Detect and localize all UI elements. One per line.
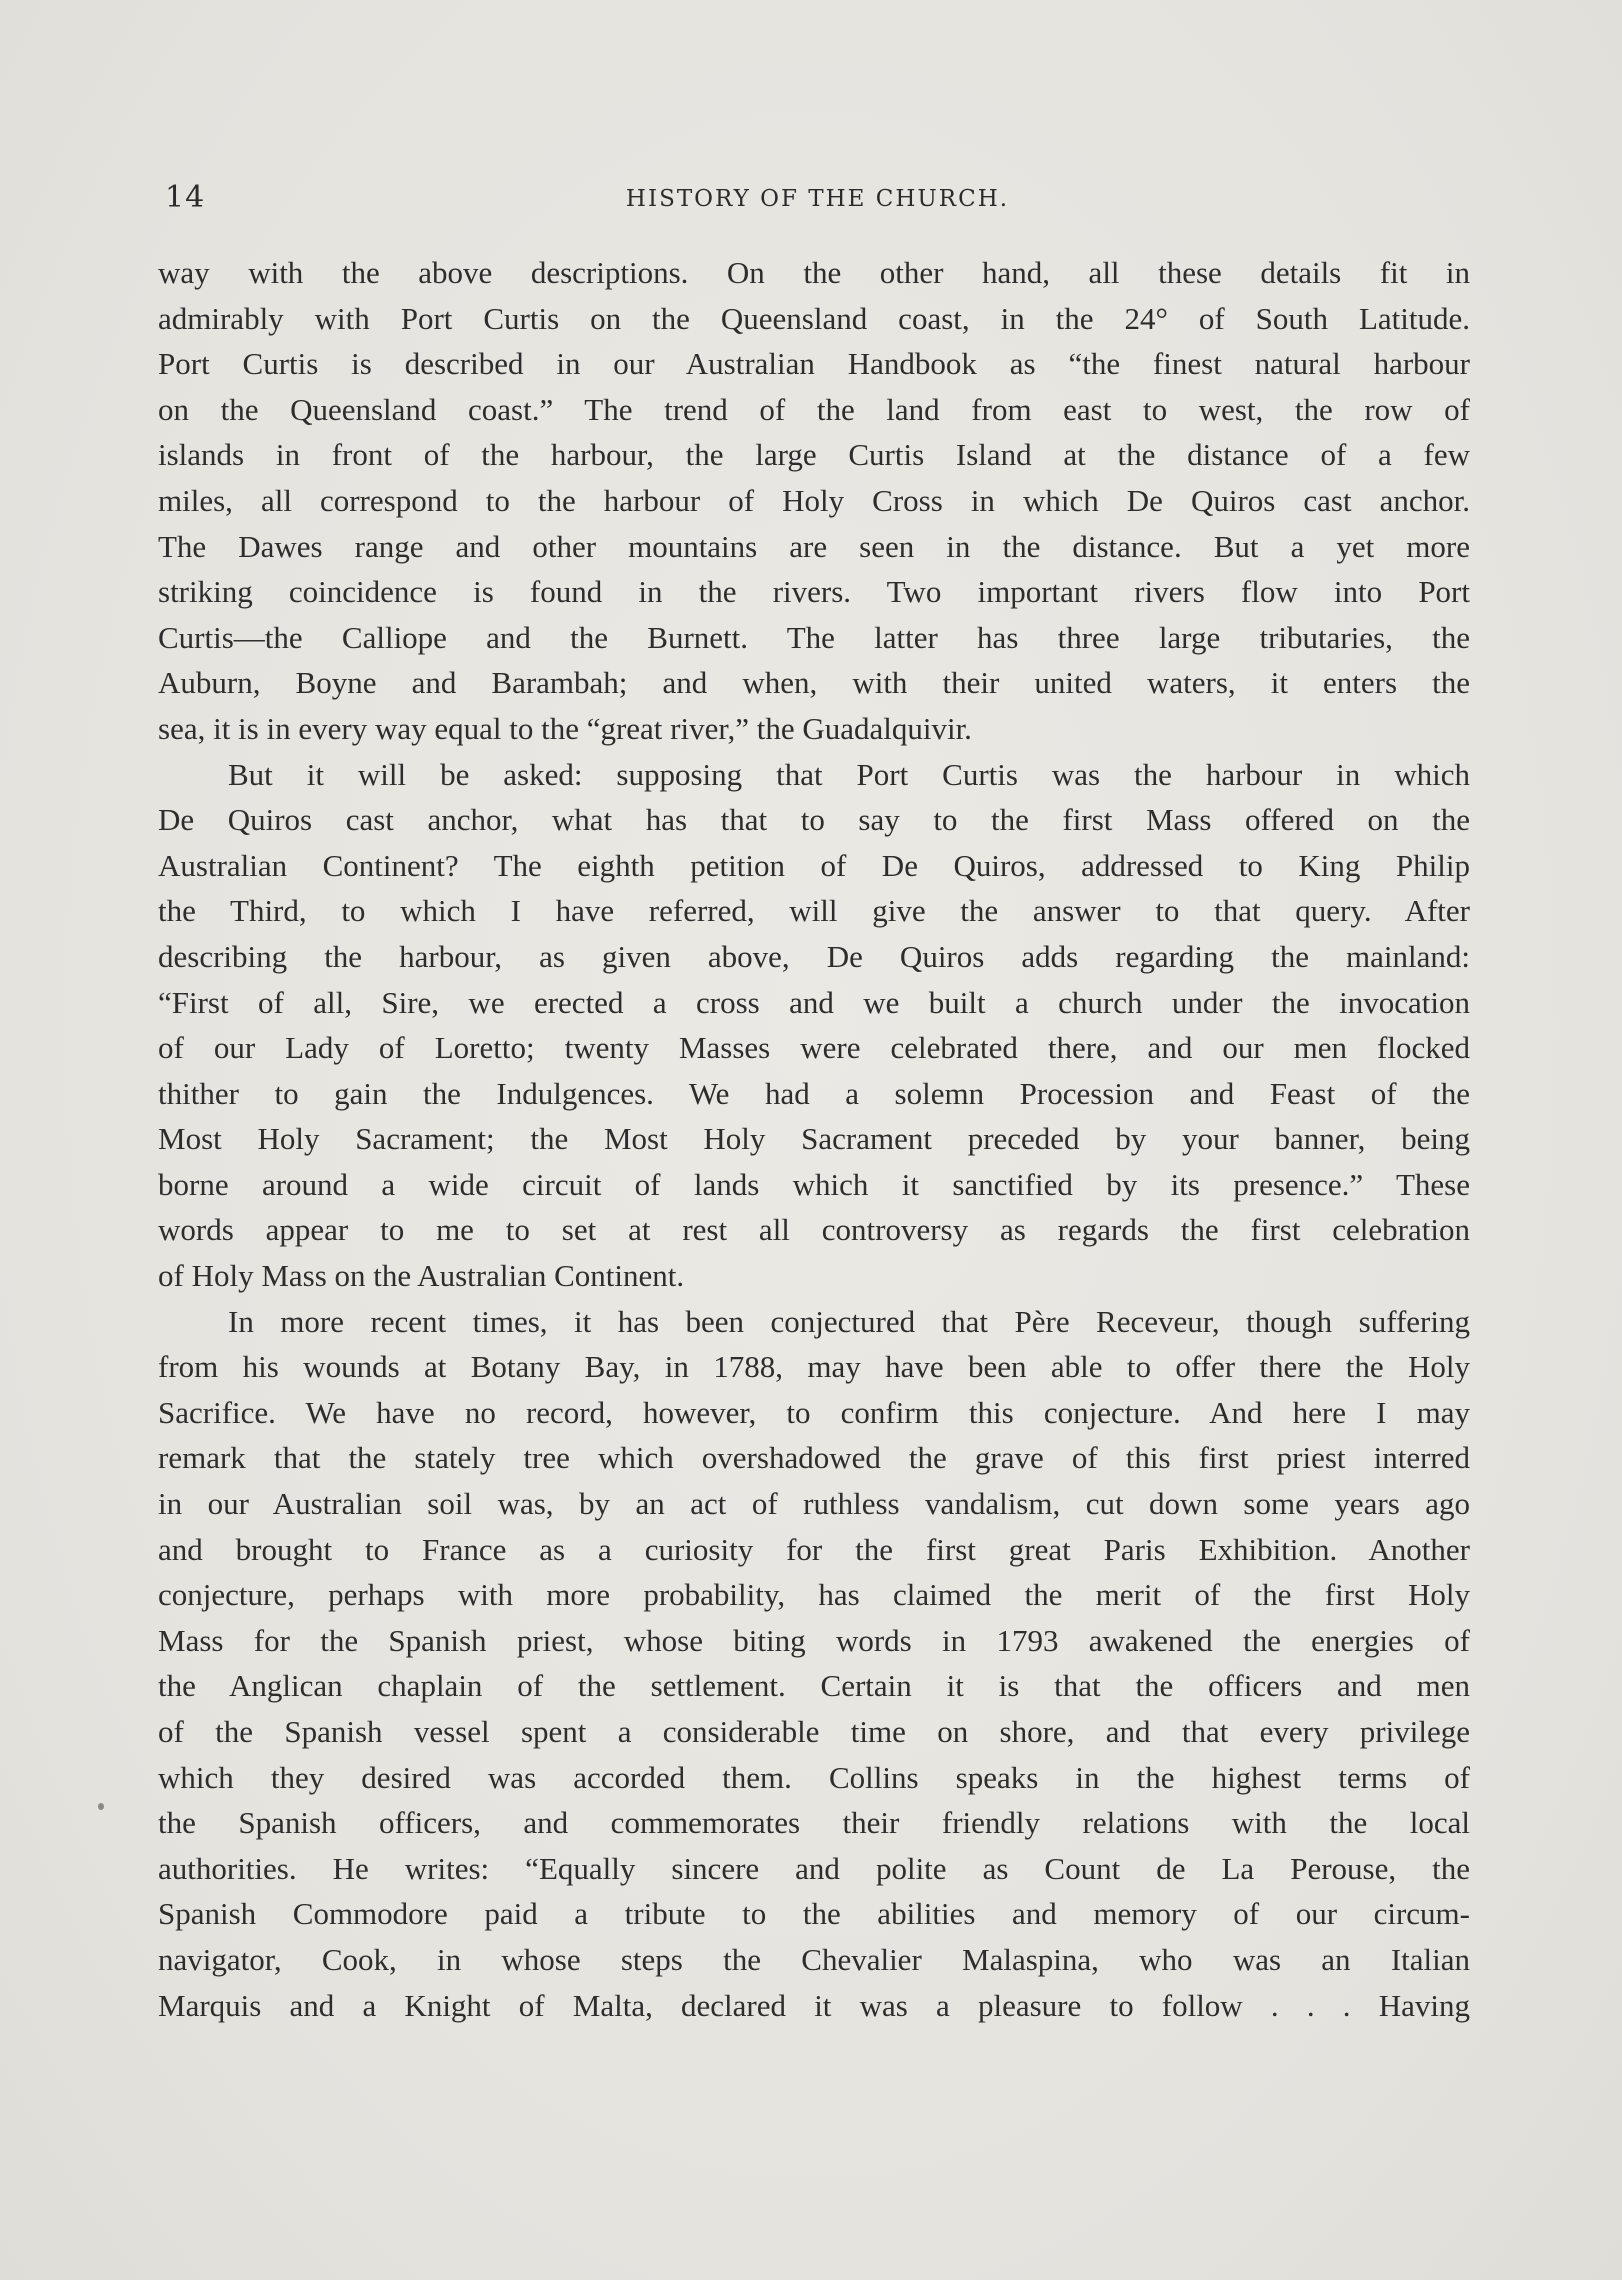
text-line: admirably with Port Curtis on the Queensland coast, in the 24° of South Latitude.: [158, 300, 1470, 336]
text-line: in our Australian soil was, by an act of ruthless vandalism, cut down some years ago: [158, 1486, 1470, 1522]
ink-speck: [98, 1803, 104, 1810]
text-line: Curtis—the Calliope and the Burnett. The latter has three large tributaries, the: [158, 619, 1470, 655]
text-line: navigator, Cook, in whose steps the Chevalier Malaspina, who was an Italian: [158, 1941, 1470, 1977]
text-line: borne around a wide circuit of lands which it sanctified by its presence.” These: [158, 1166, 1470, 1202]
body-text: [158, 250, 1470, 2028]
text-line: the Anglican chaplain of the settlement. Certain it is that the officers and men: [158, 1668, 1470, 1704]
text-line: Most Holy Sacrament; the Most Holy Sacrament preceded by your banner, being: [158, 1121, 1470, 1157]
text-line: miles, all correspond to the harbour of Holy Cross in which De Quiros cast anchor.: [158, 482, 1470, 518]
text-line: Port Curtis is described in our Australian Handbook as “the finest natural harbour: [158, 346, 1470, 382]
text-line: In more recent times, it has been conjectured that Père Receveur, though suffering: [228, 1303, 1470, 1339]
text-line: “First of all, Sire, we erected a cross and we built a church under the invocation: [158, 984, 1470, 1020]
text-line: sea, it is in every way equal to the “great river,” the Guadalquivir.: [158, 710, 972, 746]
text-line: Spanish Commodore paid a tribute to the abilities and memory of our circum-: [158, 1896, 1470, 1932]
text-line: way with the above descriptions. On the other hand, all these details fit in: [158, 255, 1470, 290]
text-line: Australian Continent? The eighth petition of De Quiros, addressed to King Philip: [158, 847, 1470, 883]
text-line: The Dawes range and other mountains are seen in the distance. But a yet more: [158, 528, 1470, 564]
text-line: of Holy Mass on the Australian Continent.: [158, 1258, 685, 1294]
text-line: from his wounds at Botany Bay, in 1788, may have been able to offer there the Holy: [158, 1349, 1470, 1385]
text-line: islands in front of the harbour, the large Curtis Island at the distance of a few: [158, 437, 1470, 473]
text-line: conjecture, perhaps with more probability, has claimed the merit of the first Holy: [158, 1577, 1470, 1613]
text-line: Sacrifice. We have no record, however, to confirm this conjecture. And here I may: [158, 1394, 1470, 1430]
text-line: of our Lady of Loretto; twenty Masses were celebrated there, and our men flocked: [158, 1030, 1470, 1066]
text-line: which they desired was accorded them. Collins speaks in the highest terms of: [158, 1759, 1470, 1795]
running-title: HISTORY OF THE CHURCH.: [625, 186, 1010, 212]
text-line: But it will be asked: supposing that Port Curtis was the harbour in which: [228, 756, 1470, 792]
text-line: the Third, to which I have referred, will give the answer to that query. After: [158, 893, 1470, 929]
text-line: thither to gain the Indulgences. We had a solemn Procession and Feast of the: [158, 1075, 1470, 1111]
text-line: Mass for the Spanish priest, whose biting words in 1793 awakened the energies of: [158, 1622, 1470, 1658]
text-line: words appear to me to set at rest all controversy as regards the first celebration: [158, 1212, 1470, 1248]
text-line: Marquis and a Knight of Malta, declared it was a pleasure to follow . . . Having: [158, 1987, 1470, 2023]
page-number: 14: [165, 180, 206, 215]
text-line: the Spanish officers, and commemorates their friendly relations with the local: [158, 1805, 1470, 1841]
text-line: and brought to France as a curiosity for the first great Paris Exhibition. Another: [158, 1531, 1470, 1567]
text-line: authorities. He writes: “Equally sincere and polite as Count de La Perouse, the: [158, 1850, 1470, 1886]
text-line: striking coincidence is found in the rivers. Two important rivers flow into Port: [158, 574, 1470, 610]
text-line: De Quiros cast anchor, what has that to say to the first Mass offered on the: [158, 802, 1470, 838]
text-line: remark that the stately tree which overshadowed the grave of this first priest interred: [158, 1440, 1470, 1476]
text-line: describing the harbour, as given above, De Quiros adds regarding the mainland:: [158, 938, 1470, 974]
running-head: [165, 180, 1470, 224]
text-line: on the Queensland coast.” The trend of the land from east to west, the row of: [158, 391, 1470, 427]
text-line: Auburn, Boyne and Barambah; and when, with their united waters, it enters the: [158, 665, 1470, 701]
text-line: of the Spanish vessel spent a considerable time on shore, and that every privilege: [158, 1714, 1470, 1749]
